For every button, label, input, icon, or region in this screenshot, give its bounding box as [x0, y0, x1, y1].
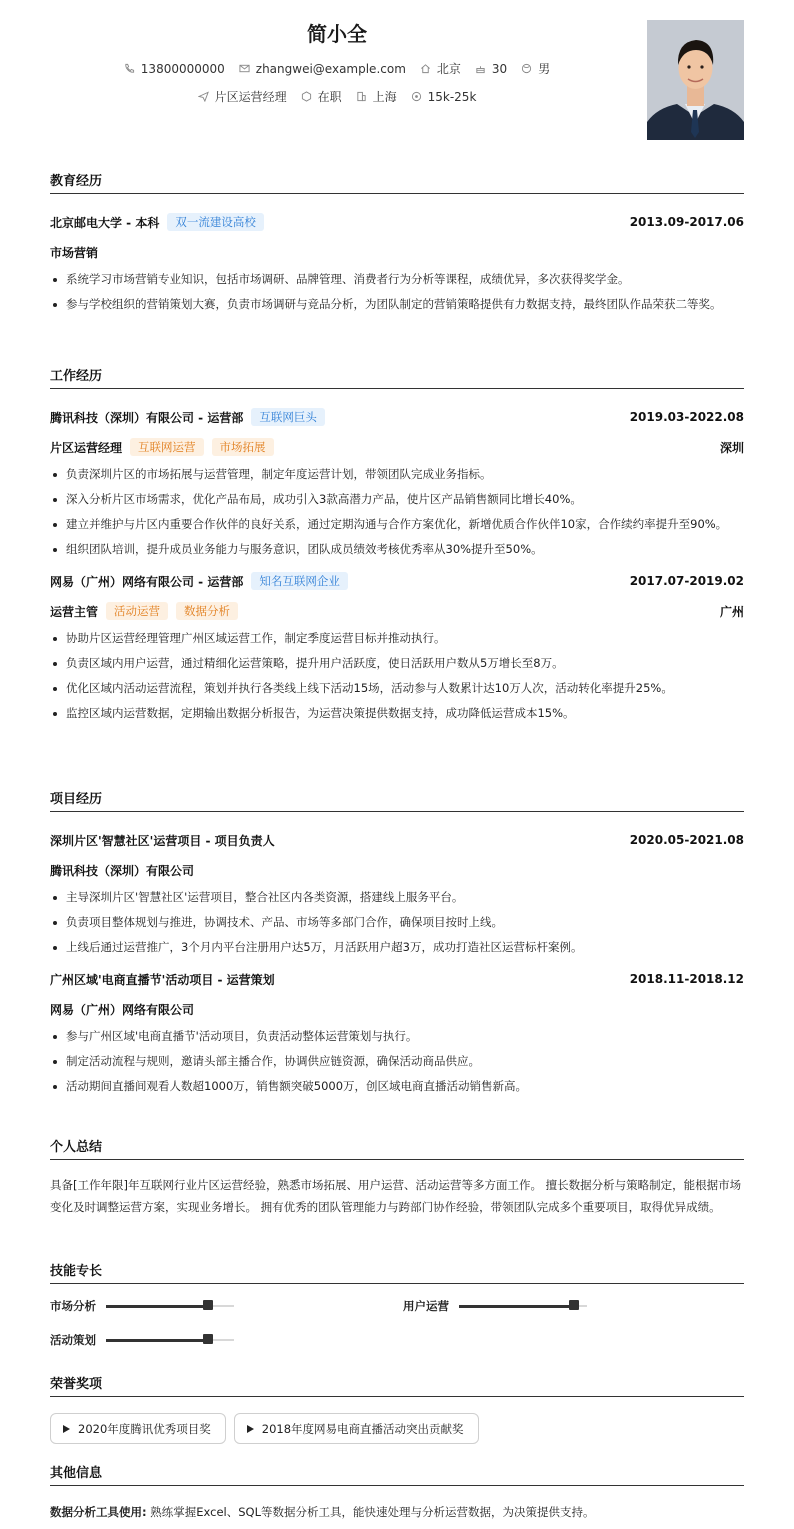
- list-item: 负责区域内用户运营，通过精细化运营策略，提升用户活跃度，使日活跃用户数从5万增长至8万。: [50, 654, 744, 673]
- list-item: 建立并维护与片区内重要合作伙伴的良好关系，通过定期沟通与合作方案优化，新增优质合作伙伴10家，合作续约率提升至90%。: [50, 515, 744, 534]
- role-tag: 数据分析: [176, 602, 238, 620]
- list-item: 优化区域内活动运营流程，策划并执行各类线上线下活动15场，活动参与人数累计达10万人次，活动转化率提升25%。: [50, 679, 744, 698]
- company-name: 网易（广州）网络有限公司 - 运营部: [50, 574, 244, 589]
- company-tag: 互联网巨头: [251, 408, 325, 426]
- work-title: 工作经历: [50, 365, 744, 389]
- status-info: [301, 88, 342, 105]
- projects-section: [50, 788, 744, 1102]
- list-item: 参与学校组织的营销策划大赛，负责市场调研与竞品分析，为团队制定的营销策略提供有力数据支持，最终团队作品荣获二等奖。: [50, 295, 744, 314]
- awards-section: [50, 1373, 744, 1444]
- skill-bar: [459, 1305, 587, 1307]
- other-text: 熟练掌握Excel、SQL等数据分析工具，能快速处理与分析运营数据，为决策提供支持。: [146, 1505, 595, 1519]
- work-bullets: [50, 629, 744, 723]
- list-item: 系统学习市场营销专业知识，包括市场调研、品牌管理、消费者行为分析等课程，成绩优异，多次获得奖学金。: [50, 270, 744, 289]
- mail-icon: [239, 63, 250, 74]
- job-info-row: [0, 88, 674, 105]
- other-title: 其他信息: [50, 1462, 744, 1486]
- other-info-line: [50, 1504, 744, 1520]
- project-name: 深圳片区'智慧社区'运营项目 - 项目负责人: [50, 833, 275, 848]
- skill-bar-fill: [106, 1305, 208, 1308]
- education-period: 2013.09-2017.06: [629, 215, 744, 229]
- list-item: 主导深圳片区'智慧社区'运营项目，整合社区内各类资源，搭建线上服务平台。: [50, 888, 744, 907]
- profile-photo: [647, 20, 744, 140]
- work-bullets: [50, 465, 744, 559]
- skill-bar: [106, 1305, 234, 1307]
- skill-bar-knob: [203, 1300, 213, 1310]
- list-item: 制定活动流程与规则，邀请头部主播合作，协调供应链资源，确保活动商品供应。: [50, 1052, 744, 1071]
- work-role-row: [50, 437, 744, 457]
- gender-info: [521, 60, 550, 77]
- school-tag: 双一流建设高校: [167, 213, 264, 231]
- skill-bar-fill: [106, 1339, 208, 1342]
- company-tag: 知名互联网企业: [251, 572, 348, 590]
- resume-header: [0, 0, 794, 160]
- work-city: 深圳: [719, 440, 744, 455]
- project-period: 2018.11-2018.12: [629, 972, 744, 986]
- list-item: 负责深圳片区的市场拓展与运营管理，制定年度运营计划，带领团队完成业务指标。: [50, 465, 744, 484]
- role-name: 运营主管: [50, 604, 99, 619]
- position-info: [198, 88, 287, 105]
- award-item[interactable]: [234, 1413, 479, 1444]
- work-entry-head: [50, 407, 744, 427]
- major-name: 市场营销: [50, 245, 99, 260]
- city-text: 北京: [436, 62, 461, 76]
- phone-info: [124, 62, 225, 76]
- list-item: 负责项目整体规划与推进，协调技术、产品、市场等多部门合作，确保项目按时上线。: [50, 913, 744, 932]
- gender-text: 男: [538, 62, 551, 76]
- project-name: 广州区域'电商直播节'活动项目 - 运营策划: [50, 972, 275, 987]
- list-item: 深入分析片区市场需求，优化产品布局，成功引入3款高潜力产品，使片区产品销售额同比增长40%。: [50, 490, 744, 509]
- list-item: 组织团队培训，提升成员业务能力与服务意识，团队成员绩效考核优秀率从30%提升至50%。: [50, 540, 744, 559]
- award-name: 2018年度网易电商直播活动突出贡献奖: [261, 1421, 464, 1436]
- work-city: 广州: [719, 604, 744, 619]
- summary-text: 具备[工作年限]年互联网行业片区运营经验，熟悉市场拓展、用户运营、活动运营等多方面工作。 擅长数据分析与策略制定，能根据市场变化及时调整运营方案，实现业务增长。 拥有优秀的团队管理能力与跨部门协作经验，带领团队完成多个重要项目，取得优异成绩。: [50, 1178, 742, 1214]
- project-bullets: [50, 1027, 744, 1096]
- coin-icon: [411, 91, 422, 102]
- awards-list: [50, 1413, 744, 1444]
- play-triangle-icon: [247, 1425, 254, 1433]
- project-entry-head: [50, 969, 744, 989]
- skill-bar-knob: [569, 1300, 579, 1310]
- age-info: [475, 62, 507, 76]
- email-info: [239, 62, 406, 76]
- skill-item: [403, 1298, 587, 1314]
- other-section: [50, 1462, 744, 1520]
- phone-text: 13800000000: [140, 61, 225, 76]
- position-text: 片区运营经理: [214, 90, 287, 104]
- school-name: 北京邮电大学 - 本科: [50, 215, 160, 230]
- salary-text: 15k-25k: [427, 89, 477, 104]
- skill-name: 用户运营: [403, 1299, 449, 1313]
- role-tag: 活动运营: [106, 602, 168, 620]
- education-section: [50, 170, 744, 320]
- skill-bar: [106, 1339, 234, 1341]
- award-name: 2020年度腾讯优秀项目奖: [78, 1421, 211, 1436]
- work-entry-head: [50, 571, 744, 591]
- home-icon: [420, 63, 431, 74]
- list-item: 参与广州区域'电商直播节'活动项目，负责活动整体运营策划与执行。: [50, 1027, 744, 1046]
- project-period: 2020.05-2021.08: [629, 833, 744, 847]
- role-name: 片区运营经理: [50, 440, 123, 455]
- email-text: zhangwei@example.com: [255, 61, 406, 76]
- role-tag: 互联网运营: [130, 438, 204, 456]
- skill-bar-knob: [203, 1334, 213, 1344]
- contact-info-row: [0, 60, 674, 77]
- list-item: 活动期间直播间观看人数超1000万，销售额突破5000万，创区域电商直播活动销售新高。: [50, 1077, 744, 1096]
- education-bullets: [50, 270, 744, 314]
- projects-title: 项目经历: [50, 788, 744, 812]
- project-bullets: [50, 888, 744, 957]
- award-item[interactable]: [50, 1413, 226, 1444]
- work-period: 2019.03-2022.08: [629, 410, 744, 424]
- project-company: 网易（广州）网络有限公司: [50, 1002, 195, 1017]
- salary-info: [411, 90, 477, 104]
- phone-icon: [124, 63, 135, 74]
- gender-icon: [521, 63, 532, 74]
- list-item: 监控区域内运营数据，定期输出数据分析报告，为运营决策提供数据支持，成功降低运营成本15%。: [50, 704, 744, 723]
- age-text: 30: [491, 61, 508, 76]
- skill-bar-fill: [459, 1305, 574, 1308]
- work-role-row: [50, 601, 744, 621]
- skills-title: 技能专长: [50, 1260, 744, 1284]
- skill-name: 活动策划: [50, 1333, 96, 1347]
- target-city-info: [356, 88, 397, 105]
- role-tag: 市场拓展: [212, 438, 274, 456]
- education-major-row: [50, 242, 744, 262]
- education-entry-head: [50, 212, 744, 232]
- list-item: 上线后通过运营推广，3个月内平台注册用户达5万，月活跃用户超3万，成功打造社区运营标杆案例。: [50, 938, 744, 957]
- other-label: 数据分析工具使用:: [50, 1505, 147, 1519]
- list-item: 协助片区运营经理管理广州区域运营工作，制定季度运营目标并推动执行。: [50, 629, 744, 648]
- summary-section: [50, 1136, 744, 1218]
- status-text: 在职: [317, 90, 342, 104]
- status-icon: [301, 91, 312, 102]
- summary-title: 个人总结: [50, 1136, 744, 1160]
- play-triangle-icon: [63, 1425, 70, 1433]
- target-city-text: 上海: [372, 90, 397, 104]
- skill-name: 市场分析: [50, 1299, 96, 1313]
- company-name: 腾讯科技（深圳）有限公司 - 运营部: [50, 410, 244, 425]
- building-icon: [356, 91, 367, 102]
- project-company: 腾讯科技（深圳）有限公司: [50, 863, 195, 878]
- skill-item: [50, 1298, 234, 1314]
- work-section: [50, 365, 744, 729]
- project-company-row: [50, 999, 744, 1019]
- education-title: 教育经历: [50, 170, 744, 194]
- project-entry-head: [50, 830, 744, 850]
- send-icon: [198, 91, 209, 102]
- skills-list: [50, 1298, 744, 1358]
- awards-title: 荣誉奖项: [50, 1373, 744, 1397]
- project-company-row: [50, 860, 744, 880]
- city-info: [420, 60, 461, 77]
- work-period: 2017.07-2019.02: [629, 574, 744, 588]
- skills-section: [50, 1260, 744, 1358]
- skill-item: [50, 1332, 234, 1348]
- candidate-name: 简小全: [307, 22, 367, 46]
- cake-icon: [475, 63, 486, 74]
